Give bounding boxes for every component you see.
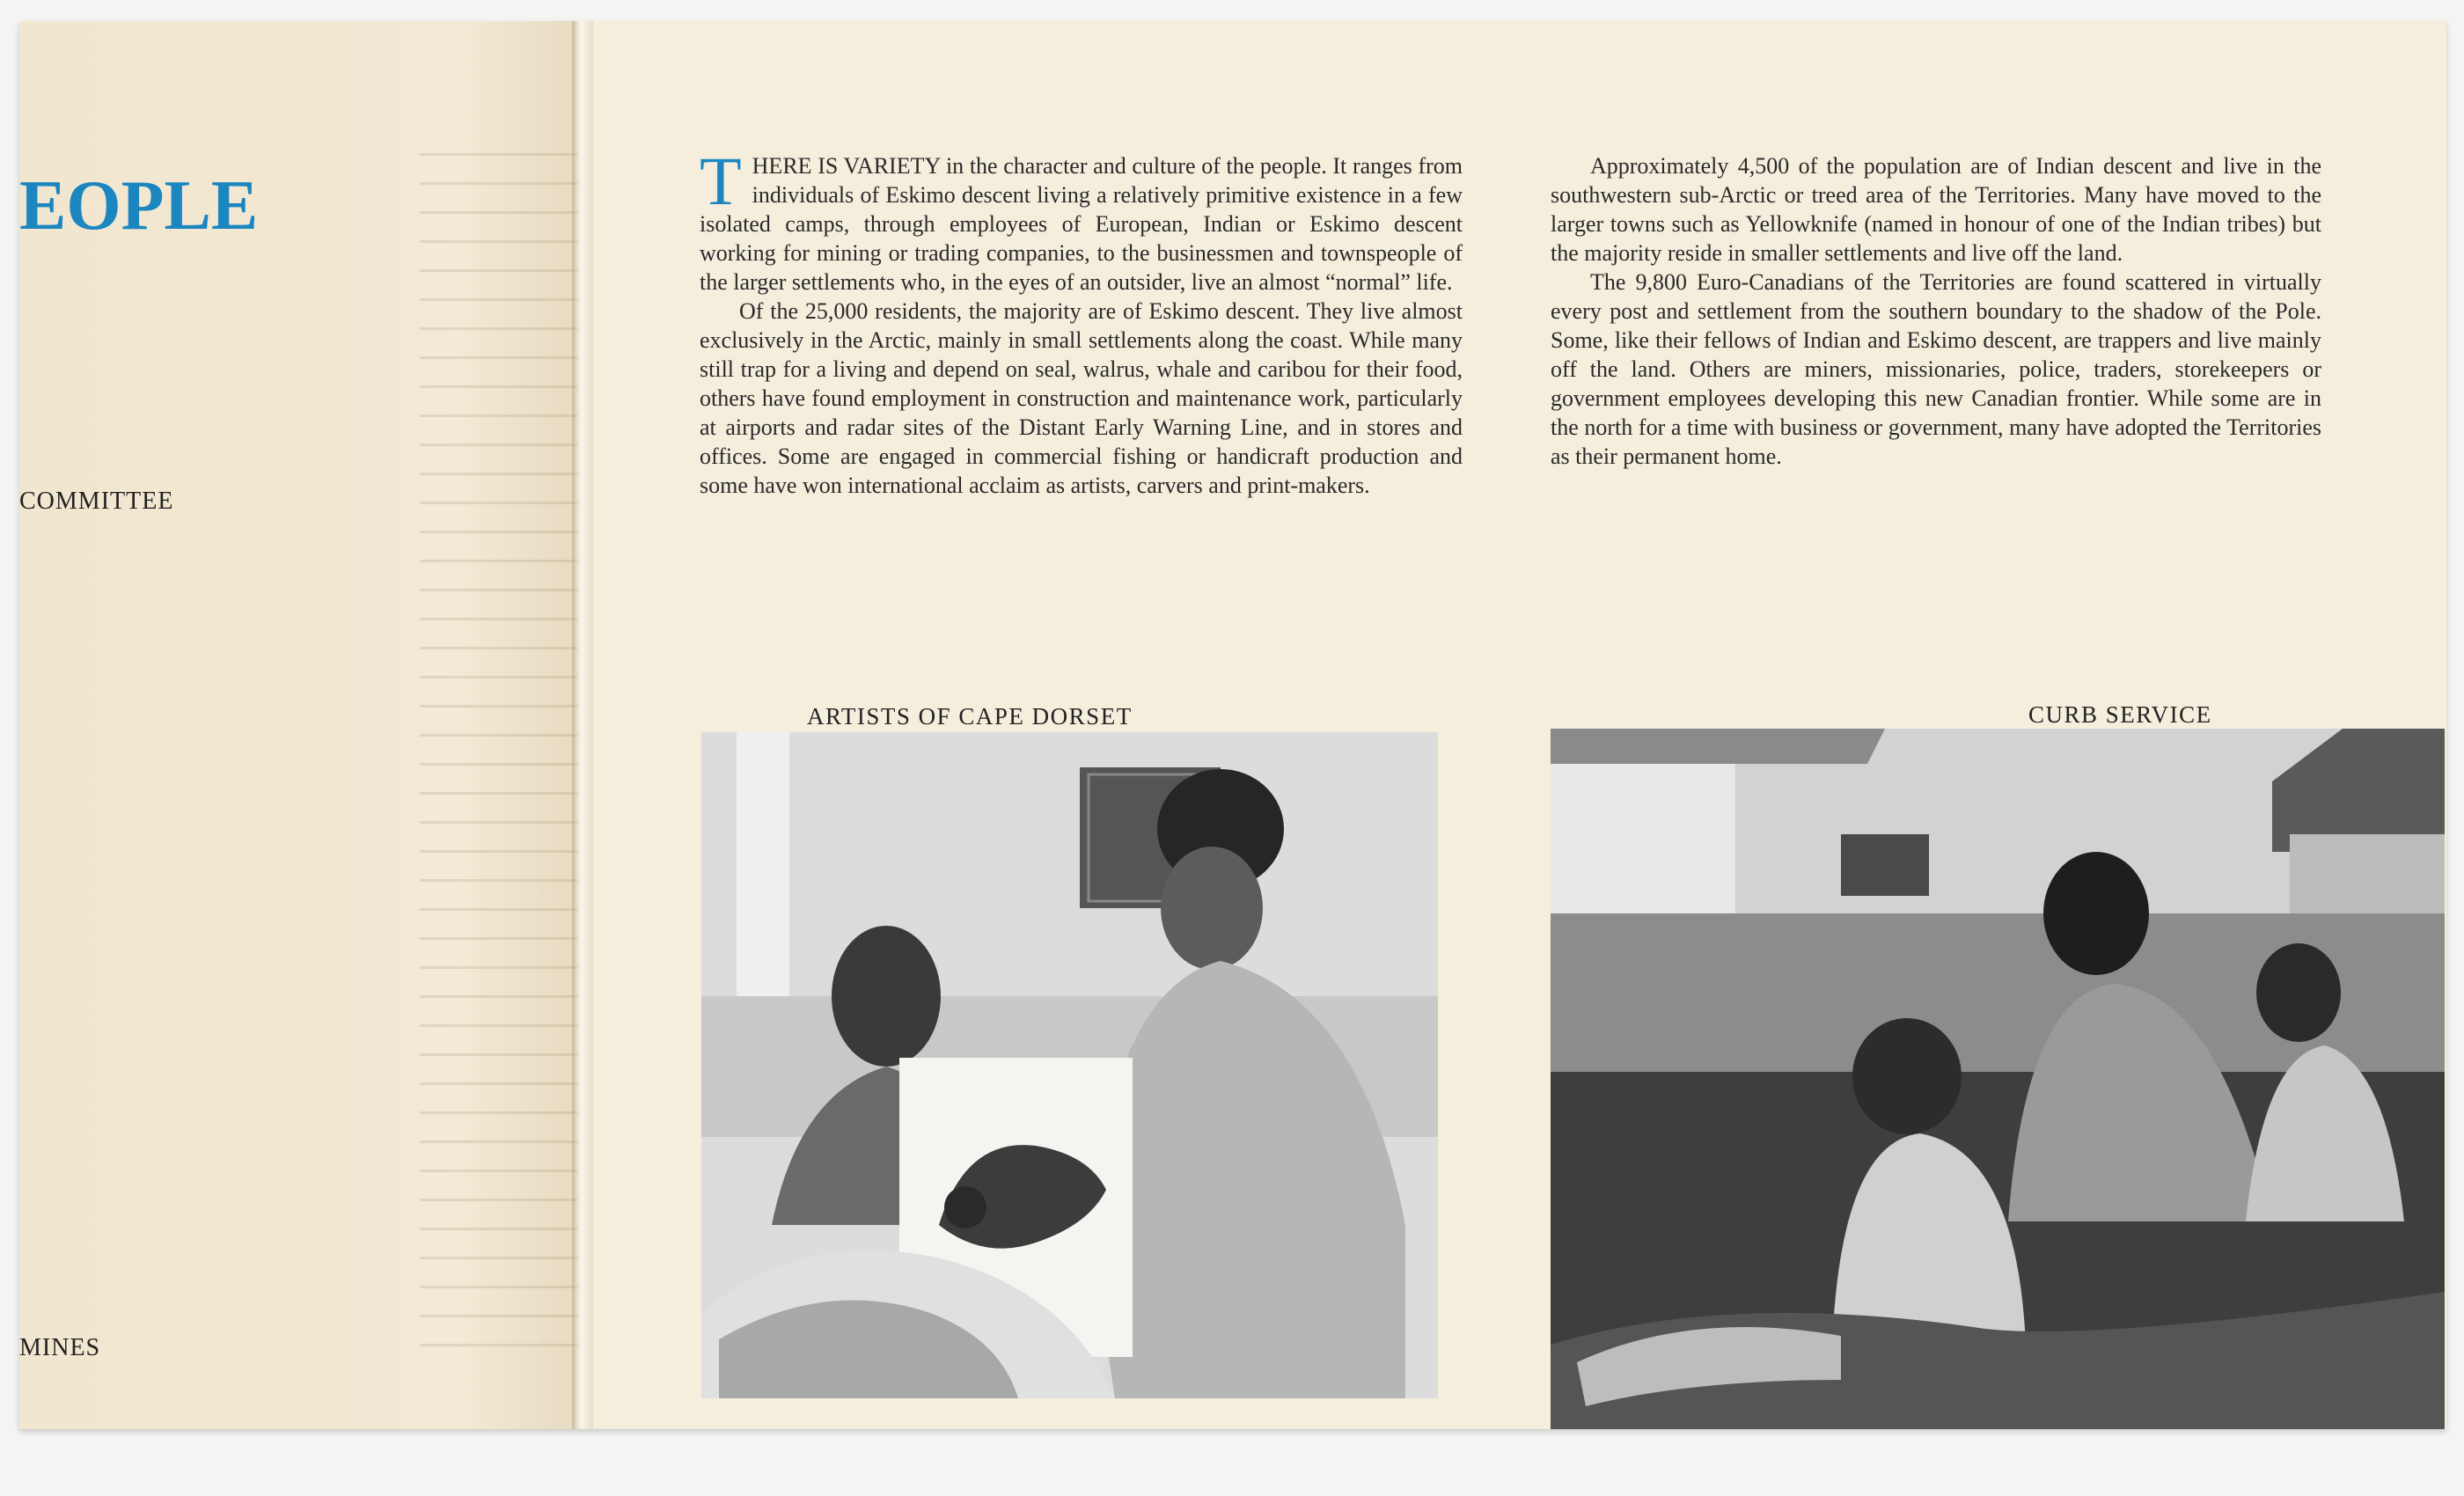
artists-photo-illustration [701,732,1438,1398]
show-through-text [420,153,578,1368]
photo-artists-of-cape-dorset [701,732,1438,1398]
left-page [19,21,576,1429]
left-page-title: EOPLE [19,167,259,245]
text-column-right [1551,151,2321,471]
intro-paragraph-text: HERE IS VARIETY in the character and culture of the people. It ranges from individuals of Eskimo descent living a relatively primitive existence in a few isolated camps, through employees of European, Indian or Eskimo descent working for mining or trading companies, to the businessmen and townspeople of the larger settlements who, in the eyes of an outsider, live an almost “normal” life. [700,153,1463,295]
photo-caption-artists: ARTISTS OF CAPE DORSET [807,703,1133,730]
photo-curb-service [1551,729,2445,1429]
drop-cap: T [700,143,742,219]
curb-service-photo-illustration [1551,729,2445,1429]
eskimo-paragraph: Of the 25,000 residents, the majority are of Eskimo descent. They live almost exclusively in the Arctic, mainly in small settlements along the coast. While many still trap for a living and depend on seal, walrus, whale and caribou for their food, others have found employment in construction and maintenance work, particularly at airports and radar sites of the Distant Early Warning Line, and in stores and offices. Some are engaged in commercial fishing or handicraft production and some have won international acclaim as artists, carvers and print-makers. [700,298,1463,498]
indian-paragraph: Approximately 4,500 of the population are of Indian descent and live in the southwestern sub-Arctic or treed area of the Territories. Many have moved to the larger towns such as Yellowknife (named in honour of one of the Indian tribes) but the majority reside in smaller settlements and live off the land. [1551,153,2321,266]
intro-paragraph [700,143,1463,297]
book-spread [19,21,2446,1429]
photo-caption-curb-service: CURB SERVICE [2028,701,2212,728]
text-column-left [700,143,1463,500]
left-page-committee-heading: COMMITTEE [19,488,174,515]
book-gutter [572,21,593,1429]
left-page-mines-heading: MINES [19,1334,101,1361]
euro-canadian-paragraph: The 9,800 Euro-Canadians of the Territories are found scattered in virtually every post and settlement from the southern boundary to the shadow of the Pole. Some, like their fellows of Indian and Eskimo descent, are trappers and live mainly off the land. Others are miners, missionaries, police, traders, storekeepers or government employees developing this new Canadian frontier. While some are in the north for a time with business or government, many have adopted the Territories as their permanent home. [1551,269,2321,469]
